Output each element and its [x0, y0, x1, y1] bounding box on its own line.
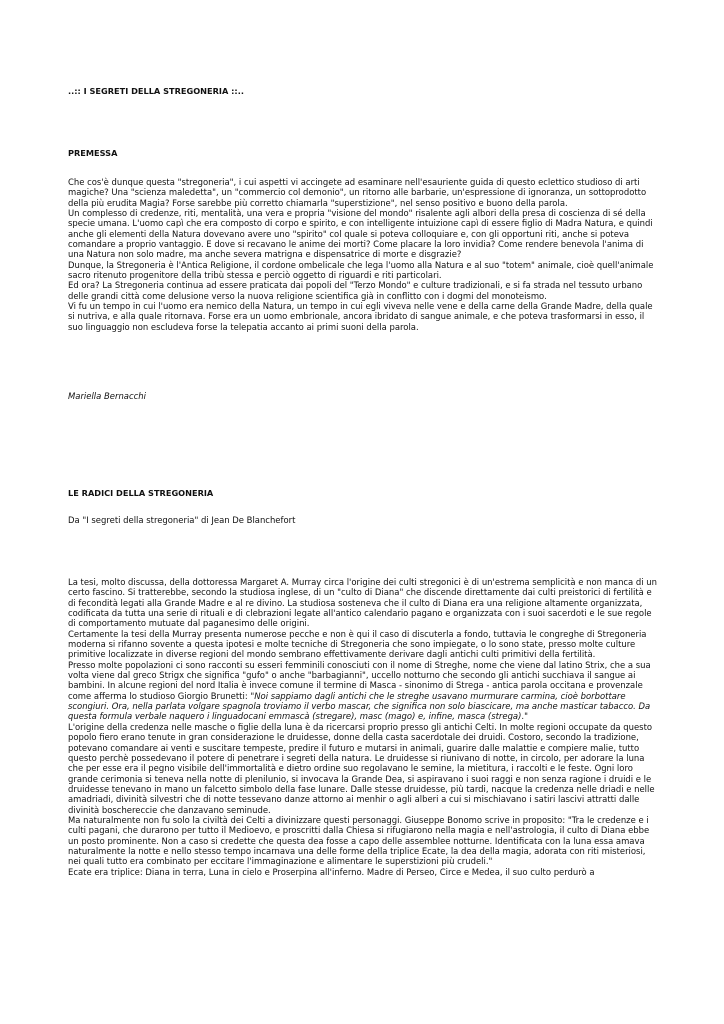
document-title: ..:: I SEGRETI DELLA STREGONERIA ::.. [68, 86, 244, 96]
premessa-body: Che cos'è dunque questa "stregoneria", i cui aspetti vi accingete ad esaminare nell'esauriente guida di questo eclettico studioso di arti magiche? Una "scienza maledetta", un "commercio col demonio", un ritorno alle barbarie, un'espressione di ignoranza, un sottoprodotto della più erudita Magia? Forse sarebbe più corretto chiamarla "superstizione", nel senso positivo e buono della parola. Un complesso di credenze, riti, mentalità, una vera e propria "visione del mondo" risalente agli albori della presa di coscienza di sé della specie umana. L'uomo capì che era composto di corpo e spirito, e con intelligente intuizione capì di essere figlio di Madra Natura, e quindi anche gli elementi della Natura dovevano avere uno "spirito" col quale si poteva colloquiare e, con gli opportuni riti, anche si poteva comandare a proprio vantaggio. E dove si recavano le anime dei morti? Come placare la loro invidia? Come rendere benevola l'anima di una Natura non solo madre, ma anche severa matrigna e dispensatrice di morte e disgrazie? Dunque, la Stregoneria è l'Antica Religione, il cordone ombelicale che lega l'uomo alla Natura e al suo "totem" animale, cioè quell'animale sacro ritenuto progenitore della tribù stessa e perciò oggetto di riguardi e riti particolari. Ed ora? La Stregoneria continua ad essere praticata dai popoli del "Terzo Mondo" e culture tradizionali, e si fa strada nel tessuto urbano delle grandi città come delusione verso la nuova religione scientifica già in conflitto con i dogmi del monoteismo. Vi fu un tempo in cui l'uomo era nemico della Natura, un tempo in cui egli viveva nelle vene e della carne della Grande Madre, della quale si nutriva, e alla quale ritornava. Forse era un uomo embrionale, ancora ibridato di sangue animale, e che poteva trasformarsi in esso, il suo linguaggio non escludeva forse la telepatia accanto ai primi suoni della parola. [68, 177, 654, 332]
source-citation: Da "I segreti della stregoneria" di Jean De Blanchefort [68, 515, 296, 525]
brunetti-quote: "Noi sappiamo dagli antichi che le streghe usavano murmurare carmina, cioè borbottare scongiuri. Ora, nella parlata volgare spagnola troviamo il verbo mascar, che significa non solo biascicare, ma anche masticar tabacco. Da questa formula verbale naquero i linguadocani emmascà (stregare), masc (mago) e, infine, masca (strega) [68, 690, 651, 722]
author-signature: Mariella Bernacchi [68, 391, 146, 401]
radici-body [68, 577, 660, 877]
section-heading-premessa: PREMESSA [68, 148, 118, 158]
radici-body-part-b: L'origine della credenza nelle masche o figlie della luna è da ricercarsi proprio presso gli antichi Celti. In molte regioni occupate da questo popolo fiero erano tenute in gran considerazione le druidesse, donne della casta sacerdotale dei druidi. Costoro, secondo la tradizione, potevano comandare ai venti e suscitare tempeste, predire il futuro e mutarsi in animali, guarire dalle malattie e compiere malie, tutto questo perchè possedevano il potere di penetrare i segreti della natura. Le druidesse si riunivano di notte, in circolo, per adorare la luna che per esse era il pegno visibile dell'immortalità e dietro ordine suo regolavano le semine, la mietitura, i raccolti e le feste. Ogni loro grande cerimonia si teneva nella notte di plenilunio, si invocava la Grande Dea, si aspiravano i suoi raggi e non senza ragione i druidi e le druidesse tenevano in mano un falcetto simbolo della fase lunare. Dalle stesse druidesse, più tardi, nacque la credenza nelle driadi e nelle amadriadi, divinità silvestri che di notte tessevano danze attorno ai menhir o agli alberi a cui si mischiavano i satiri lascivi attratti dalle divinità boschereccie che danzavano seminude. Ma naturalmente non fu solo la civiltà dei Celti a divinizzare questi personaggi. Giuseppe Bonomo scrive in proposito: "Tra le credenze e i culti pagani, che durarono per tutto il Medioevo, e proscritti dalla Chiesa si rifugiarono nella magia e nell'astrologia, il culto di Diana ebbe un posto prominente. Non a caso si credette che questa dea fosse a capo delle assemblee notturne. Identificata con la luna essa amava naturalmente la notte e nello stesso tempo incarnava una delle forme della triplice Ecate, la dea della magia, adorata con riti misteriosi, nei quali tutto era combinato per eccitare l'immaginazione e alimentare le superstizioni più crudeli." Ecate era triplice: Diana in terra, Luna in cielo e Proserpina all'inferno. Madre di Perseo, Circe e Medea, il suo culto perdurò a [68, 721, 655, 877]
section-heading-radici: LE RADICI DELLA STREGONERIA [68, 488, 214, 498]
radici-body-part-a: La tesi, molto discussa, della dottoressa Margaret A. Murray circa l'origine dei culti stregonici è di un'estrema semplicità e non manca di un certo fascino. Si tratterebbe, secondo la studiosa inglese, di un "culto di Diana" che discende direttamente dai culti preistorici di fertilità e di fecondità legati alla Grande Madre e al re divino. La studiosa sosteneva che il culto di Diana era una religione altamente organizzata, codificata da tutta una serie di rituali e di clebrazioni legate all'antico calendario pagano e organizzata con i suoi sacerdoti e le sue regole di comportamento mutuate dal paganesimo delle origini. Certamente la tesi della Murray presenta numerose pecche e non è qui il caso di discuterla a fondo, tuttavia le congreghe di Stregoneria moderna si rifanno sovente a questa ipotesi e molte tecniche di Stregoneria che sono impiegate, o lo sono state, presso molte culture primitive localizzate in diverse regioni del mondo sembrano effettivamente derivare dagli antichi culti primitivi della fertilità. Presso molte popolazioni ci sono racconti su esseri femminili conosciuti con il nome di Streghe, nome che viene dal latino Strix, che a sua volta viene dal greco Strigx che significa "gufo" o anche "barbagianni", uccello notturno che secondo gli antichi succhiava il sangue ai bambini. In alcune regioni del nord Italia è invece comune il termine di Masca - sinonimo di Strega - antica parola occitana e provenzale come afferma lo studioso Giorgio Brunetti: [68, 577, 657, 701]
brunetti-quote-end: ." [521, 711, 528, 722]
